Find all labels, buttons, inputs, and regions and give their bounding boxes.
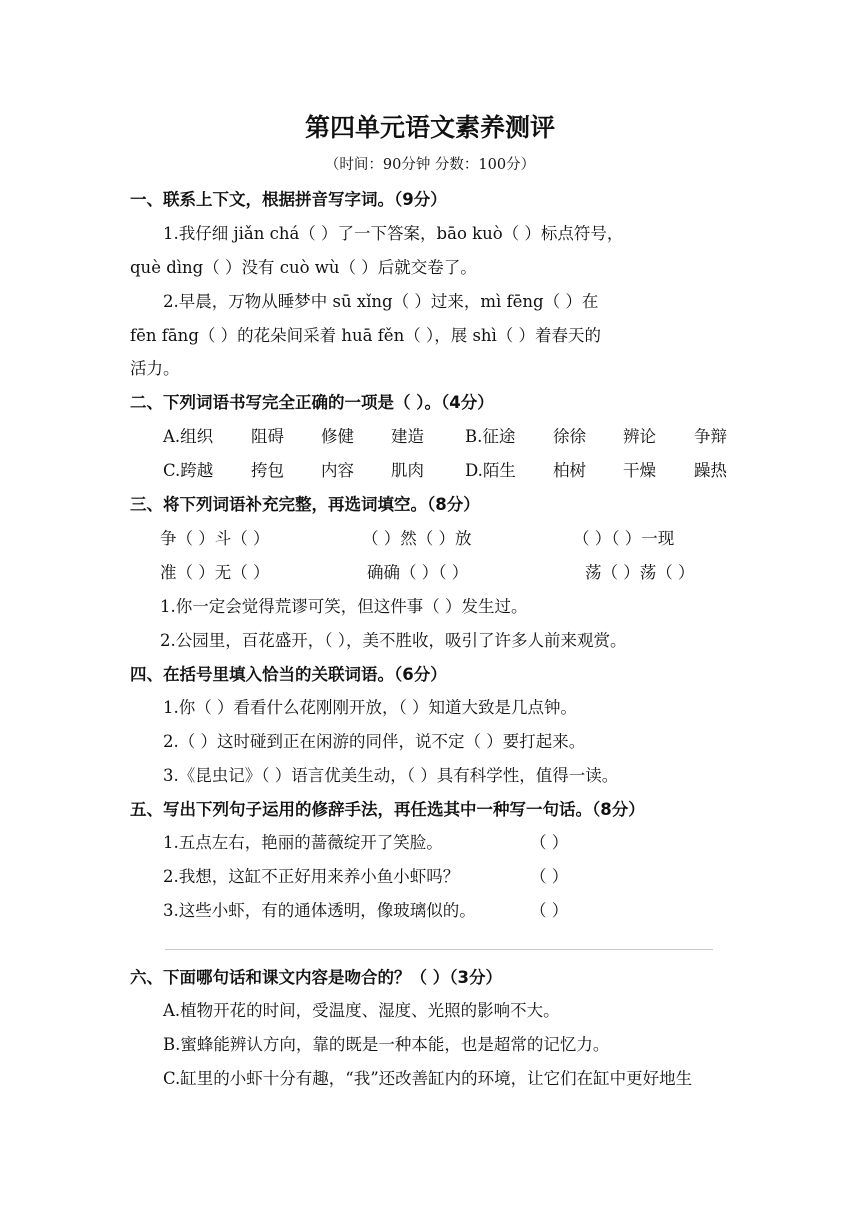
section-3-question-2: 2.公园里，百花盛开，（ ），美不胜收，吸引了许多人前来观赏。 — [160, 631, 627, 650]
rhetoric-sentence-2: 2.我想，这缸不正好用来养小鱼小虾吗？ — [163, 867, 460, 886]
word-item: 阻碍 — [251, 427, 284, 446]
idiom-fill-2: （ ）然（ ）放 — [362, 529, 472, 548]
idiom-fill-3: （ ）（ ）一现 — [573, 529, 675, 548]
section-3-question-1: 1.你一定会觉得荒谬可笑，但这件事（ ）发生过。 — [160, 597, 528, 616]
word-item: 建造 — [391, 427, 424, 446]
word-item: B.征途 — [465, 427, 516, 446]
exam-time-score: （时间：90分钟 分数：100分） — [324, 157, 536, 173]
rhetoric-answer-1: （ ） — [530, 833, 569, 852]
choice-option-b: B.蜜蜂能辨认方向，靠的既是一种本能，也是超常的记忆力。 — [163, 1035, 610, 1054]
word-item: A.组织 — [163, 427, 214, 446]
word-item: 争辩 — [694, 427, 727, 446]
answer-line — [165, 949, 713, 950]
word-item: 徐徐 — [553, 427, 586, 446]
word-item: 挎包 — [251, 461, 284, 480]
rhetoric-sentence-3: 3.这些小虾，有的通体透明，像玻璃似的。 — [163, 901, 476, 920]
rhetoric-sentence-1: 1.五点左右，艳丽的蔷薇绽开了笑脸。 — [163, 833, 443, 852]
section-4-heading: 四、在括号里填入恰当的关联词语。（6分） — [130, 665, 447, 684]
section-1-line-3: 2.早晨，万物从睡梦中 sū xǐng（ ）过来，mì fēng（ ）在 — [163, 292, 599, 311]
word-item: 柏树 — [553, 461, 586, 480]
choice-option-a: A.植物开花的时间，受温度、湿度、光照的影响不大。 — [163, 1001, 560, 1020]
idiom-fill-1: 争（ ）斗（ ） — [160, 529, 270, 548]
word-item: 内容 — [321, 461, 354, 480]
section-1-line-1: 1.我仔细 jiǎn chá（ ）了一下答案，bāo kuò（ ）标点符号， — [163, 224, 624, 243]
word-item: 干燥 — [623, 461, 656, 480]
section-1-line-2: què dìng（ ）没有 cuò wù（ ）后就交卷了。 — [130, 258, 477, 277]
word-item: C.跨越 — [163, 461, 214, 480]
choice-option-c: C.缸里的小虾十分有趣，“我”还改善缸内的环境，让它们在缸中更好地生 — [163, 1069, 693, 1088]
section-4-question-1: 1.你（ ）看看什么花刚刚开放，（ ）知道大致是几点钟。 — [163, 698, 577, 717]
word-item: 肌肉 — [391, 461, 424, 480]
section-6-heading: 六、下面哪句话和课文内容是吻合的？（ ）（3分） — [130, 968, 502, 987]
word-item: 修健 — [321, 427, 354, 446]
word-item: D.陌生 — [465, 461, 516, 480]
section-1-line-5: 活力。 — [130, 359, 180, 378]
section-2-heading: 二、下列词语书写完全正确的一项是（ ）。（4分） — [130, 393, 494, 412]
rhetoric-answer-3: （ ） — [530, 901, 569, 920]
idiom-fill-5: 确确（ ）（ ） — [367, 563, 469, 582]
section-3-heading: 三、将下列词语补充完整，再选词填空。（8分） — [130, 495, 480, 514]
section-4-question-3: 3.《昆虫记》（ ）语言优美生动，（ ）具有科学性，值得一读。 — [163, 766, 619, 785]
idiom-fill-6: 荡（ ）荡（ ） — [585, 563, 695, 582]
section-4-question-2: 2.（ ）这时碰到正在闲游的同伴，说不定（ ）要打起来。 — [163, 732, 586, 751]
section-5-heading: 五、写出下列句子运用的修辞手法，再任选其中一种写一句话。（8分） — [130, 800, 645, 819]
page-title: 第四单元语文素养测评 — [304, 113, 555, 142]
word-item: 躁热 — [694, 461, 727, 480]
section-1-line-4: fēn fāng（ ）的花朵间采着 huā fěn（ ），展 shì（ ）着春天的 — [130, 326, 602, 345]
rhetoric-answer-2: （ ） — [530, 867, 569, 886]
word-item: 辨论 — [623, 427, 656, 446]
idiom-fill-4: 准（ ）无（ ） — [160, 563, 270, 582]
section-1-heading: 一、联系上下文，根据拼音写字词。（9分） — [130, 190, 447, 209]
